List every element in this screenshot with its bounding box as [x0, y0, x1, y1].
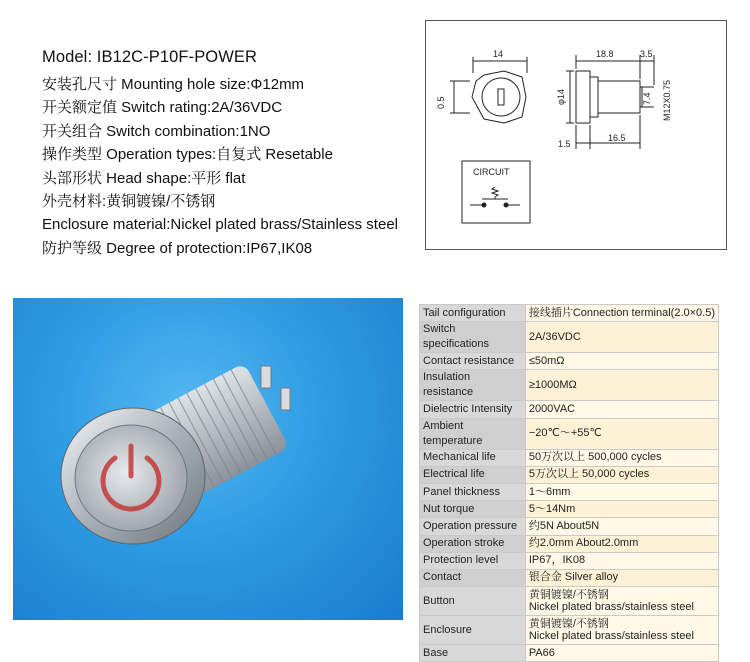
spec-key: Insulation resistance — [420, 370, 526, 401]
table-row — [420, 466, 719, 483]
spec-key: Enclosure — [420, 616, 526, 645]
dim-74: 7.4 — [642, 92, 652, 105]
spec-value: 2000VAC — [525, 401, 718, 418]
table-row — [420, 587, 719, 616]
front-view-slot — [498, 89, 504, 105]
spec-value: 50万次以上 500,000 cycles — [525, 449, 718, 466]
spec-value: 2A/36VDC — [525, 322, 718, 353]
dim-diam: φ14 — [556, 89, 566, 105]
dim-165: 16.5 — [608, 133, 626, 143]
table-row — [420, 645, 719, 662]
spec-line-head: 头部形状 Head shape:平形 flat — [42, 169, 246, 187]
table-row — [420, 449, 719, 466]
spec-key: Nut torque — [420, 501, 526, 518]
spec-value: PA66 — [525, 645, 718, 662]
drawing-svg — [426, 21, 726, 249]
spec-key: Protection level — [420, 552, 526, 569]
spec-table — [419, 304, 719, 662]
dim-len2: 3.5 — [640, 49, 653, 59]
table-row — [420, 569, 719, 586]
front-view-hex — [472, 71, 526, 123]
side-view-body — [598, 81, 640, 113]
terminal-1 — [261, 366, 271, 388]
table-row — [420, 616, 719, 645]
spec-value: 约5N About5N — [525, 518, 718, 535]
spec-key: Switch specifications — [420, 322, 526, 353]
spec-line-protection: 防护等级 Degree of protection:IP67,IK08 — [42, 239, 313, 257]
technical-drawing — [425, 20, 727, 250]
dim-len1: 18.8 — [596, 49, 614, 59]
dim-width: 14 — [493, 49, 504, 59]
spec-value: 5～14Nm — [525, 501, 718, 518]
spec-key: Ambient temperature — [420, 418, 526, 449]
circuit-label: CIRCUIT — [473, 167, 510, 177]
dim-thread: M12X0.75 — [662, 79, 672, 121]
table-row — [420, 305, 719, 322]
spec-line-rating: 开关额定值 Switch rating:2A/36VDC — [42, 99, 283, 117]
spec-value: 约2.0mm About2.0mm — [525, 535, 718, 552]
spec-line-material-en: Enclosure material:Nickel plated brass/Stainless steel — [42, 216, 398, 234]
spec-value — [525, 616, 718, 645]
spec-value: ≥1000MΩ — [525, 370, 718, 401]
table-row — [420, 483, 719, 500]
spec-key: Contact resistance — [420, 353, 526, 370]
spec-key: Electrical life — [420, 466, 526, 483]
spec-key: Panel thickness — [420, 483, 526, 500]
table-row — [420, 535, 719, 552]
spec-value: 1～6mm — [525, 483, 718, 500]
dim-side: 0.5 — [436, 96, 446, 109]
spec-line-combination: 开关组合 Switch combination:1NO — [42, 122, 271, 140]
spec-value — [525, 587, 718, 616]
spec-line-material-cn: 外壳材料:黄铜镀镍/不锈钢 — [42, 193, 216, 211]
table-row — [420, 518, 719, 535]
spec-key: Operation pressure — [420, 518, 526, 535]
product-photo — [13, 298, 403, 620]
dim-15: 1.5 — [558, 139, 571, 149]
spec-value-en: Nickel plated brass/stainless steel — [528, 601, 694, 614]
spec-line-operation: 操作类型 Operation types:自复式 Resetable — [42, 146, 333, 164]
model-title: Model: IB12C-P10F-POWER — [42, 48, 258, 66]
spec-value: IP67，IK08 — [525, 552, 718, 569]
table-row — [420, 552, 719, 569]
spec-key: Dielectric Intensity — [420, 401, 526, 418]
spec-text-block — [42, 48, 412, 260]
spec-key: Mechanical life — [420, 449, 526, 466]
table-row — [420, 418, 719, 449]
terminal-2 — [281, 388, 290, 410]
spec-line-mounting: 安装孔尺寸 Mounting hole size:Φ12mm — [42, 76, 305, 93]
spec-key: Operation stroke — [420, 535, 526, 552]
power-button-illustration — [13, 298, 403, 620]
table-row — [420, 353, 719, 370]
table-row — [420, 370, 719, 401]
spec-value: −20℃～+55℃ — [525, 418, 718, 449]
spec-value-cn: 黄铜镀镍/不锈钢 — [528, 589, 609, 602]
spec-value: 5万次以上 50,000 cycles — [525, 466, 718, 483]
spec-value: ≤50mΩ — [525, 353, 718, 370]
table-row — [420, 501, 719, 518]
table-row — [420, 401, 719, 418]
spec-value: 银合金 Silver alloy — [525, 569, 718, 586]
spec-key: Tail configuration — [420, 305, 526, 322]
spec-key: Contact — [420, 569, 526, 586]
spec-value-cn: 黄铜镀镍/不锈钢 — [528, 618, 609, 631]
spec-key: Base — [420, 645, 526, 662]
front-view-circle — [482, 78, 520, 116]
table-row — [420, 322, 719, 353]
side-view-head — [576, 71, 590, 123]
spec-value: 接线插片Connection terminal(2.0×0.5) — [525, 305, 718, 322]
spec-key: Button — [420, 587, 526, 616]
spec-value-en: Nickel plated brass/stainless steel — [528, 630, 694, 643]
